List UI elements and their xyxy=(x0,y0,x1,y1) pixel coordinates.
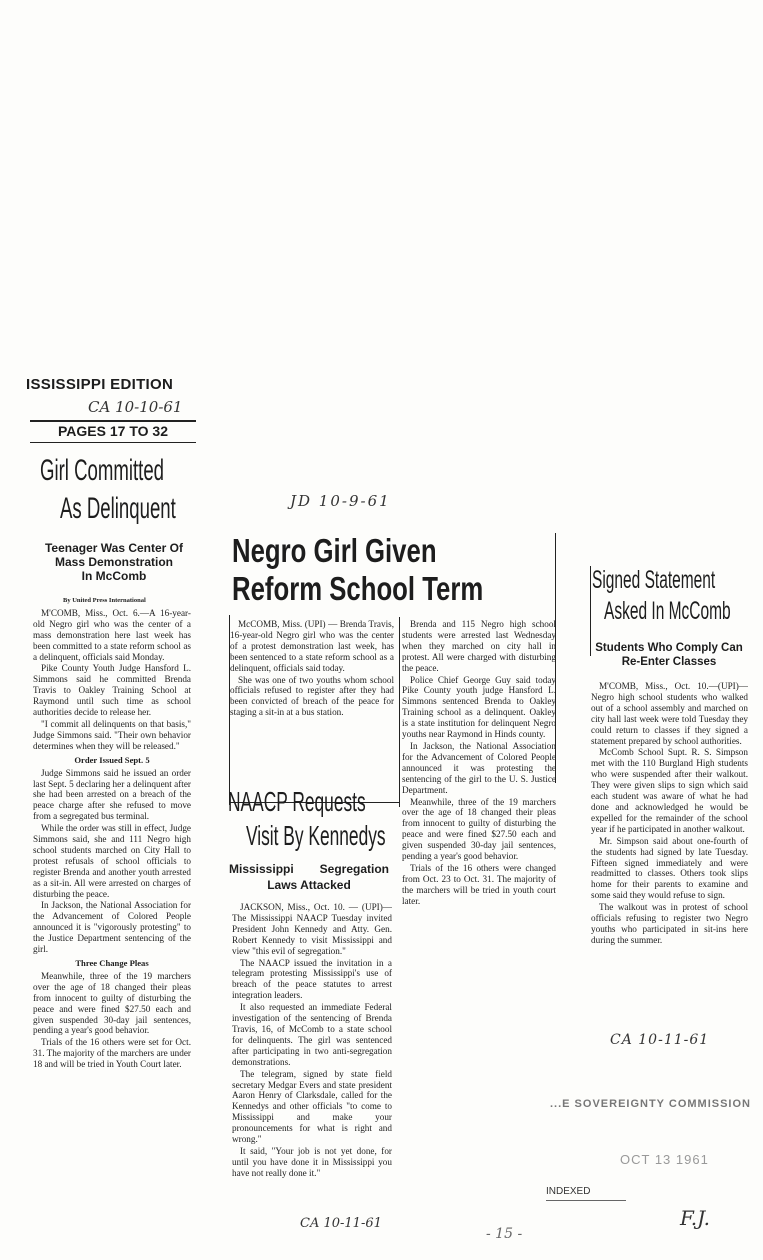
article-negro-girl-left xyxy=(230,619,394,719)
paragraph: In Jackson, the National Association for the Advancement of Colored People announced it is "vigorously protesting" to the Justice Department sentencing of the girl. xyxy=(33,900,191,955)
subhead-line: Students Who Comply Can xyxy=(595,642,743,654)
rule xyxy=(546,1200,626,1201)
subhead-students xyxy=(588,641,750,669)
paragraph: The walkout was in protest of school officials refusing to register two Negro youths who participated in sit-ins here during the summer. xyxy=(591,902,748,945)
paragraph: McComb School Supt. R. S. Simpson met with the 110 Burgland High students who were suspended after their walkout. They were given slips to sign which said each student was aware of what he had done and acknowledged he would be expelled for the remainder of the school year if he participated in another walkout. xyxy=(591,747,748,834)
headline-girl-committed xyxy=(38,454,198,534)
subhead-line: Mississippi xyxy=(229,862,294,876)
rule xyxy=(399,617,400,807)
paragraph: Police Chief George Guy said today Pike County youth judge Hansford L. Simmons sentenced Brenda to Oakley Training school as a delinquent. Oakley is a state institution for delinquent Negro youths near Raymond in Hinds county. xyxy=(402,674,556,740)
handwritten-date-4: CA 10-11-61 xyxy=(610,1032,710,1048)
article-negro-girl-right xyxy=(402,619,556,908)
subhead-teenager xyxy=(34,541,194,583)
paragraph: In Jackson, the National Association for the Advancement of Colored People announced it was protesting the sentencing of the girl to the U. S. Justice Department. xyxy=(402,740,556,795)
paragraph: McCOMB, Miss. (UPI) — Brenda Travis, 16-year-old Negro girl who was the center of a protest demonstration last week, has been sentenced to a state reform school as a delinquent, officials said today. xyxy=(230,619,394,673)
headline-line: Reform School Term xyxy=(232,570,484,607)
page-mark: - 15 - xyxy=(486,1226,523,1242)
headline-line: Visit By Kennedys xyxy=(246,820,386,851)
paragraph: While the order was still in effect, Judge Simmons said, she and 111 Negro high school students marched on City Hall to protest refusals of school officials to register Brenda and another youth arrested as a sit-in. All were arrested on charges of disturbing the peace. xyxy=(33,823,191,899)
headline-line: NAACP Requests xyxy=(228,786,366,817)
subhead-line: Teenager Was Center Of xyxy=(44,541,184,555)
rule xyxy=(30,420,196,422)
section-heading: Three Change Pleas xyxy=(75,958,149,968)
paragraph: JACKSON, Miss., Oct. 10. — (UPI)—The Mississippi NAACP Tuesday invited President John Kennedy and Atty. Gen. Robert Kennedy to visit Mississippi and view "this evil of segregation." xyxy=(232,902,392,956)
paragraph: Trials of the 16 others were changed from Oct. 23 to Oct. 31. The majority of the marchers will be tried in youth court later. xyxy=(402,862,556,906)
initials: F.J. xyxy=(680,1206,710,1230)
subhead-naacp xyxy=(229,862,389,892)
headline-line: Signed Statement xyxy=(592,566,716,594)
paragraph: Trials of the 16 others were set for Oct. 31. The majority of the marchers are under 18 and will be tried in Youth Court later. xyxy=(33,1037,191,1070)
headline-line: Negro Girl Given xyxy=(232,532,437,569)
headline-line: Girl Committed xyxy=(40,454,165,487)
paragraph: M'COMB, Miss., Oct. 10.—(UPI)—Negro high school students who walked out of a school assembly and marched on city hall last week were told Tuesday they could return to classes if they signed a statement prepared by school authorities. xyxy=(591,681,748,746)
subhead-line: Re-Enter Classes xyxy=(621,656,717,668)
paragraph: "I commit all delinquents on that basis," Judge Simmons said. "Their own behavior determines when they will be released." xyxy=(33,718,191,751)
subhead-line: In McComb xyxy=(81,569,147,583)
paragraph: Mr. Simpson said about one-fourth of the students had signed by late Tuesday. Fifteen signed immediately and were readmitted to classes. Others took slips home for their parents to examine and some said they would refuse to sign. xyxy=(591,835,748,901)
article-naacp xyxy=(232,902,392,1180)
paragraph: She was one of two youths whom school officials refused to register after they had been convicted of breach of the peace for staging a sit-in at a bus station. xyxy=(230,674,394,718)
section-heading: Order Issued Sept. 5 xyxy=(74,754,150,765)
byline: By United Press International xyxy=(63,597,146,604)
paragraph: Judge Simmons said he issued an order last Sept. 5 declaring her a delinquent after she had been arrested on a breach of the peace charge after she refused to move from a segregated bus terminal. xyxy=(33,767,191,822)
article-signed-statement xyxy=(591,681,748,947)
paragraph: Pike County Youth Judge Hansford L. Simmons said he committed Brenda Travis to Oakley Training School at Raymond until such time as school authorities decide to release her. xyxy=(33,663,191,718)
rule xyxy=(30,442,196,443)
subhead-line: Laws Attacked xyxy=(267,878,351,892)
headline-negro-girl xyxy=(232,532,554,612)
headline-naacp xyxy=(226,786,398,858)
handwritten-date-2: JD 10-9-61 xyxy=(290,492,391,510)
paragraph: It said, "Your job is not yet done, for until you have done it in Mississippi you have not really done it." xyxy=(232,1145,392,1178)
paragraph: The telegram, signed by state field secretary Medgar Evers and state president Aaron Henry of Clarksdale, called for the Kennedys and other officials "to come to Mississippi and make your pronouncements for what is right and wrong." xyxy=(232,1068,392,1145)
edition-label: ISSISSIPPI EDITION xyxy=(26,376,174,393)
paragraph: Meanwhile, three of the 19 marchers over the age of 18 changed their pleas from innocent to guilty of disturbing the peace and were fined $27.50 each and given suspended 30-day jail sentences, pending a year's good behavior. xyxy=(402,796,556,862)
paragraph: The NAACP issued the invitation in a telegram protesting Mississippi's use of breach of the peace statutes to arrest integration leaders. xyxy=(232,957,392,1001)
subhead-line: Segregation xyxy=(319,862,389,876)
headline-signed-statement xyxy=(592,566,752,634)
paragraph: Brenda and 115 Negro high school students were arrested last Wednesday when they marched on city hall in protest. All were charged with disturbing the peace. xyxy=(402,619,556,673)
paragraph: Meanwhile, three of the 19 marchers over the age of 18 changed their pleas from innocent to guilty of disturbing the peace and were fined $27.50 each and given suspended 30-day jail sentences, pending a year's good behavior. xyxy=(33,970,191,1036)
handwritten-date-3: CA 10-11-61 xyxy=(300,1216,382,1231)
headline-line: Asked In McComb xyxy=(604,597,731,625)
date-stamp: OCT 13 1961 xyxy=(620,1152,709,1167)
subhead-line: Mass Demonstration xyxy=(54,555,174,569)
headline-line: As Delinquent xyxy=(60,492,176,525)
article-girl-committed xyxy=(33,596,191,1071)
handwritten-date-1: CA 10-10-61 xyxy=(88,398,183,416)
indexed-stamp: INDEXED xyxy=(546,1186,591,1197)
paragraph: It also requested an immediate Federal investigation of the sentencing of Brenda Travis, 16, of McComb to a state school for delinquents. The girl was sentenced after participating in two anti-segregation demonstrations. xyxy=(232,1002,392,1067)
paragraph: M'COMB, Miss., Oct. 6.—A 16-year-old Negro girl who was the center of a mass demonstration here last week has been committed to a state reform school as a delinquent, officials said Monday. xyxy=(33,607,191,662)
pages-label: PAGES 17 TO 32 xyxy=(58,423,168,439)
commission-stamp: ...E SOVEREIGNTY COMMISSION xyxy=(550,1098,751,1110)
